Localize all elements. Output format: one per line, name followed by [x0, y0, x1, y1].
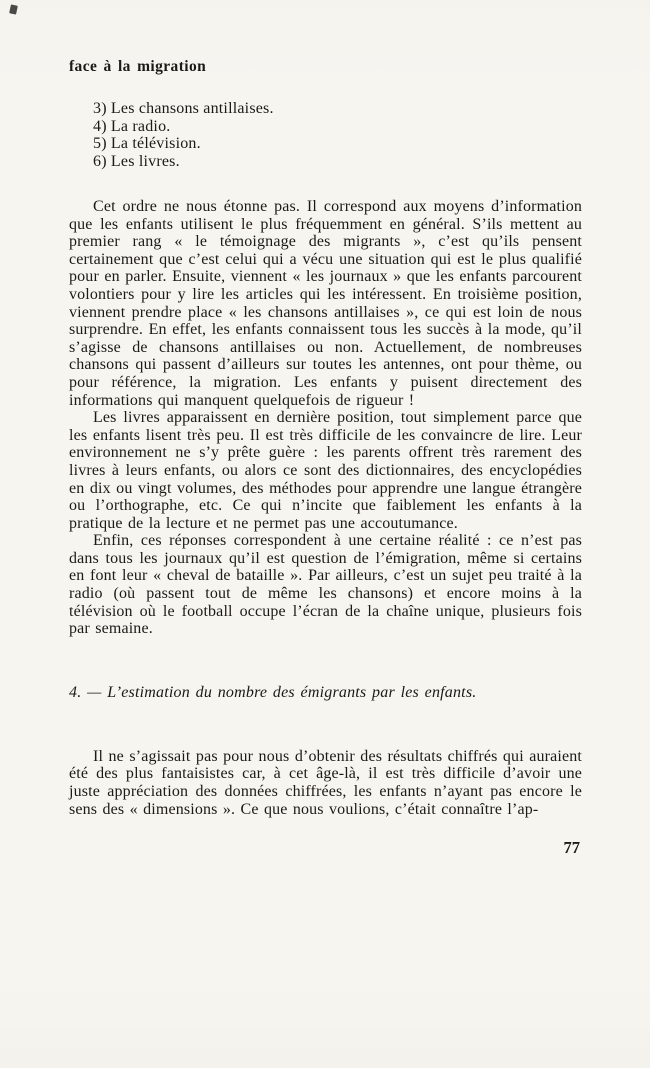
scan-artifact: [9, 4, 18, 14]
survey-rank-list: [69, 100, 582, 170]
body-text: [69, 198, 582, 638]
list-item: 4) La radio.: [93, 117, 171, 135]
paragraph: Cet ordre ne nous étonne pas. Il correspond aux moyens d’information que les enfants utilisent le plus fréquemment en général. S’ils mettent au premier rang « le témoignage des migrants », c’est qu’ils pensent certainement que c’est celui qui a vécu une situation qui est le plus qualifié pour en parler. Ensuite, viennent « les journaux » que les enfants parcourent volontiers pour y lire les articles qui les intéressent. En troisième position, viennent prendre place « les chansons antillaises », ce qui est loin de nous surprendre. En effet, les enfants connaissent tous les succès à la mode, qu’il s’agisse de chansons antillaises ou non. Actuellement, de nombreuses chansons qui passent d’ailleurs sur toutes les antennes, ont pour thème, ou pour référence, la migration. Les enfants y puisent directement des informations qui manquent quelquefois de rigueur !: [69, 198, 582, 409]
section-heading: 4. — L’estimation du nombre des émigrants par les enfants.: [69, 683, 477, 701]
paragraph: Les livres apparaissent en dernière position, tout simplement parce que les enfants lisent très peu. Il est très difficile de les convaincre de lire. Leur environnement ne s’y prête guère : les parents offrent très rarement des livres à leurs enfants, ou alors ce sont des dictionnaires, des encyclopédies en dix ou vingt volumes, des méthodes pour apprendre une langue étrangère ou l’orthographe, etc. Ce qui n’incite que faiblement les enfants à la pratique de la lecture et ne permet pas une accoutumance.: [69, 409, 582, 532]
closing-section: [69, 748, 582, 818]
list-item: 5) La télévision.: [93, 135, 201, 152]
page-content: [69, 58, 582, 858]
list-item: 3) Les chansons antillaises.: [93, 100, 274, 117]
paragraph: Il ne s’agissait pas pour nous d’obtenir des résultats chiffrés qui auraient été des plus fantaisistes car, à cet âge-là, il est très difficile d’avoir une juste appréciation des données chiffrées, les enfants n’ayant pas encore le sens des « dimensions ». Ce que nous voulions, c’était connaître l’ap-: [69, 747, 582, 818]
paragraph: Enfin, ces réponses correspondent à une certaine réalité : ce n’est pas dans tous les journaux qu’il est question de l’émigration, même si certains en font leur « cheval de bataille ». Par ailleurs, c’est un sujet peu traité à la radio (où passent tout de même les chansons) et encore moins à la télévision où le football occupe l’écran de la chaîne unique, plusieurs fois par semaine.: [69, 532, 582, 638]
page-number: 77: [563, 838, 580, 858]
list-item: 6) Les livres.: [93, 152, 180, 170]
running-head: face à la migration: [69, 58, 207, 75]
